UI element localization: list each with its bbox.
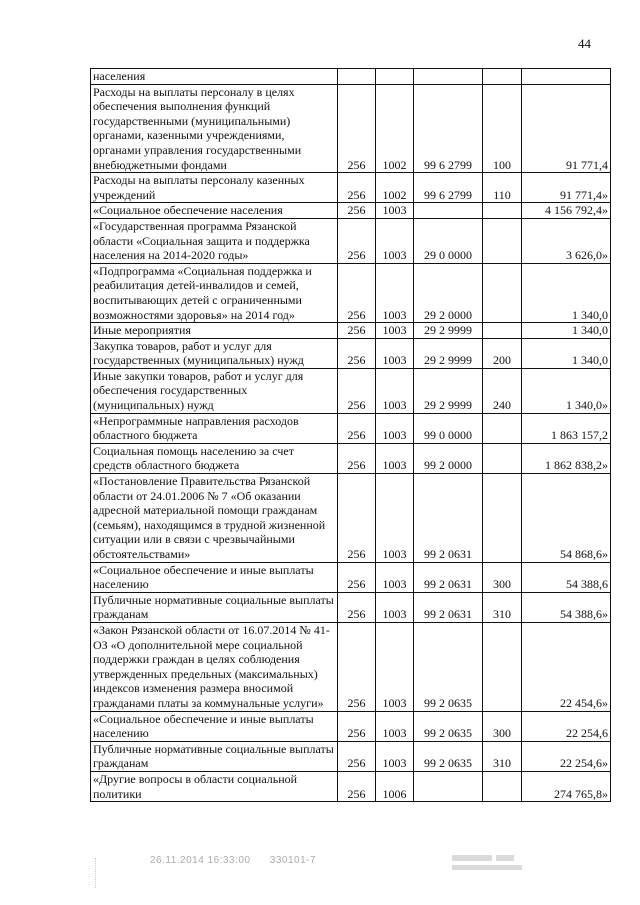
row-ved-cell: 256 bbox=[338, 622, 376, 711]
row-csr-cell: 99 2 0635 bbox=[414, 622, 483, 711]
row-ved-cell: 256 bbox=[338, 474, 376, 563]
row-csr-cell: 99 2 0000 bbox=[414, 443, 483, 473]
row-csr-cell bbox=[414, 69, 483, 85]
row-csr-cell bbox=[414, 771, 483, 801]
footer bbox=[150, 855, 332, 866]
row-csr-cell: 99 6 2799 bbox=[414, 173, 483, 203]
row-sum-cell: 91 771,4 bbox=[522, 84, 611, 173]
row-vr-cell: 100 bbox=[483, 84, 522, 173]
table-row bbox=[91, 413, 611, 443]
row-rz-cell: 1003 bbox=[376, 592, 414, 622]
table-row bbox=[91, 474, 611, 563]
row-rz-cell: 1003 bbox=[376, 474, 414, 563]
row-ved-cell: 256 bbox=[338, 592, 376, 622]
footer-doc-code: 330101-7 bbox=[269, 855, 317, 866]
row-ved-cell: 256 bbox=[338, 562, 376, 592]
row-ved-cell: 256 bbox=[338, 771, 376, 801]
row-csr-cell: 99 2 0631 bbox=[414, 592, 483, 622]
row-rz-cell: 1003 bbox=[376, 203, 414, 219]
row-ved-cell: 256 bbox=[338, 413, 376, 443]
row-vr-cell bbox=[483, 474, 522, 563]
row-vr-cell: 300 bbox=[483, 711, 522, 741]
table-row bbox=[91, 771, 611, 801]
row-name-cell: Публичные нормативные социальные выплаты гражданам bbox=[91, 592, 338, 622]
row-ved-cell: 256 bbox=[338, 338, 376, 368]
row-rz-cell: 1003 bbox=[376, 741, 414, 771]
footer-timestamp: 26.11.2014 16:33:00 bbox=[150, 855, 251, 866]
row-ved-cell: 256 bbox=[338, 84, 376, 173]
row-name-cell: «Социальное обеспечение и иные выплаты населению bbox=[91, 711, 338, 741]
row-sum-cell bbox=[522, 69, 611, 85]
row-ved-cell: 256 bbox=[338, 218, 376, 263]
table-row bbox=[91, 592, 611, 622]
row-name-cell: «Социальное обеспечение и иные выплаты населению bbox=[91, 562, 338, 592]
row-sum-cell: 1 340,0 bbox=[522, 263, 611, 322]
row-name-cell: Социальная помощь населению за счет средств областного бюджета bbox=[91, 443, 338, 473]
row-sum-cell: 3 626,0» bbox=[522, 218, 611, 263]
row-csr-cell: 99 2 0635 bbox=[414, 711, 483, 741]
row-name-cell: Иные мероприятия bbox=[91, 323, 338, 339]
row-csr-cell: 29 2 9999 bbox=[414, 323, 483, 339]
row-rz-cell: 1003 bbox=[376, 218, 414, 263]
scan-margin-mark bbox=[95, 858, 108, 888]
row-name-cell: «Закон Рязанской области от 16.07.2014 № 41-ОЗ «О дополнительной мере социальной поддержки граждан в целях соблюдения утвержденных предельных (максимальных) индексов изменения размера вносимой гражданами платы за коммунальные услуги» bbox=[91, 622, 338, 711]
table-row bbox=[91, 218, 611, 263]
row-rz-cell: 1003 bbox=[376, 562, 414, 592]
row-csr-cell: 99 6 2799 bbox=[414, 84, 483, 173]
row-csr-cell: 99 2 0635 bbox=[414, 741, 483, 771]
table-row bbox=[91, 741, 611, 771]
row-vr-cell: 310 bbox=[483, 592, 522, 622]
row-name-cell: «Постановление Правительства Рязанской области от 24.01.2006 № 7 «Об оказании адресной материальной помощи гражданам (семьям), находящимся в трудной жизненной ситуации или в связи с чрезвычайными обстоятельствами» bbox=[91, 474, 338, 563]
row-sum-cell: 54 388,6» bbox=[522, 592, 611, 622]
row-csr-cell: 29 2 0000 bbox=[414, 263, 483, 322]
budget-table-body bbox=[91, 69, 611, 802]
row-ved-cell: 256 bbox=[338, 443, 376, 473]
budget-table bbox=[90, 68, 611, 802]
table-row bbox=[91, 368, 611, 413]
row-vr-cell: 310 bbox=[483, 741, 522, 771]
table-row bbox=[91, 711, 611, 741]
row-rz-cell: 1002 bbox=[376, 173, 414, 203]
row-name-cell: «Социальное обеспечение населения bbox=[91, 203, 338, 219]
row-vr-cell bbox=[483, 413, 522, 443]
row-csr-cell: 99 2 0631 bbox=[414, 474, 483, 563]
row-rz-cell: 1003 bbox=[376, 338, 414, 368]
row-vr-cell bbox=[483, 69, 522, 85]
row-rz-cell: 1002 bbox=[376, 84, 414, 173]
row-vr-cell bbox=[483, 323, 522, 339]
row-sum-cell: 22 254,6 bbox=[522, 711, 611, 741]
row-rz-cell: 1003 bbox=[376, 323, 414, 339]
row-vr-cell: 300 bbox=[483, 562, 522, 592]
table-row bbox=[91, 338, 611, 368]
row-rz-cell bbox=[376, 69, 414, 85]
row-rz-cell: 1003 bbox=[376, 368, 414, 413]
row-ved-cell: 256 bbox=[338, 368, 376, 413]
table-row bbox=[91, 443, 611, 473]
row-name-cell: Расходы на выплаты персоналу казенных учреждений bbox=[91, 173, 338, 203]
row-name-cell: «Другие вопросы в области социальной политики bbox=[91, 771, 338, 801]
row-rz-cell: 1003 bbox=[376, 263, 414, 322]
row-sum-cell: 1 340,0» bbox=[522, 368, 611, 413]
row-name-cell: «Непрограммные направления расходов областного бюджета bbox=[91, 413, 338, 443]
row-name-cell: «Подпрограмма «Социальная поддержка и реабилитация детей-инвалидов и семей, воспитывающих детей с ограниченными возможностями здоровья» на 2014 год» bbox=[91, 263, 338, 322]
row-sum-cell: 4 156 792,4» bbox=[522, 203, 611, 219]
row-rz-cell: 1003 bbox=[376, 443, 414, 473]
row-sum-cell: 22 254,6» bbox=[522, 741, 611, 771]
row-vr-cell: 240 bbox=[483, 368, 522, 413]
table-row bbox=[91, 323, 611, 339]
row-ved-cell bbox=[338, 69, 376, 85]
row-csr-cell: 99 0 0000 bbox=[414, 413, 483, 443]
row-ved-cell: 256 bbox=[338, 323, 376, 339]
row-ved-cell: 256 bbox=[338, 203, 376, 219]
faint-stamp-mark bbox=[450, 852, 540, 874]
row-csr-cell: 99 2 0631 bbox=[414, 562, 483, 592]
row-ved-cell: 256 bbox=[338, 173, 376, 203]
row-name-cell: Расходы на выплаты персоналу в целях обеспечения выполнения функций государственными (муниципальными) органами, казенными учреждениями, органами управления государственными внебюджетными фондами bbox=[91, 84, 338, 173]
row-vr-cell: 110 bbox=[483, 173, 522, 203]
row-name-cell: «Государственная программа Рязанской области «Социальная защита и поддержка населения на 2014-2020 годы» bbox=[91, 218, 338, 263]
row-sum-cell: 54 388,6 bbox=[522, 562, 611, 592]
row-csr-cell bbox=[414, 203, 483, 219]
table-row bbox=[91, 263, 611, 322]
row-csr-cell: 29 2 9999 bbox=[414, 338, 483, 368]
row-ved-cell: 256 bbox=[338, 711, 376, 741]
row-ved-cell: 256 bbox=[338, 741, 376, 771]
row-sum-cell: 274 765,8» bbox=[522, 771, 611, 801]
table-row bbox=[91, 173, 611, 203]
row-rz-cell: 1003 bbox=[376, 413, 414, 443]
table-row bbox=[91, 622, 611, 711]
row-name-cell: Иные закупки товаров, работ и услуг для обеспечения государственных (муниципальных) нужд bbox=[91, 368, 338, 413]
table-row bbox=[91, 203, 611, 219]
row-sum-cell: 91 771,4» bbox=[522, 173, 611, 203]
table-row bbox=[91, 562, 611, 592]
row-sum-cell: 1 862 838,2» bbox=[522, 443, 611, 473]
row-vr-cell bbox=[483, 263, 522, 322]
row-vr-cell bbox=[483, 622, 522, 711]
row-name-cell: Публичные нормативные социальные выплаты гражданам bbox=[91, 741, 338, 771]
row-csr-cell: 29 0 0000 bbox=[414, 218, 483, 263]
row-name-cell: населения bbox=[91, 69, 338, 85]
row-vr-cell bbox=[483, 771, 522, 801]
table-row bbox=[91, 84, 611, 173]
row-sum-cell: 54 868,6» bbox=[522, 474, 611, 563]
page-number: 44 bbox=[578, 36, 591, 51]
row-vr-cell bbox=[483, 443, 522, 473]
row-sum-cell: 22 454,6» bbox=[522, 622, 611, 711]
row-vr-cell: 200 bbox=[483, 338, 522, 368]
row-vr-cell bbox=[483, 218, 522, 263]
row-ved-cell: 256 bbox=[338, 263, 376, 322]
row-sum-cell: 1 863 157,2 bbox=[522, 413, 611, 443]
table-row bbox=[91, 69, 611, 85]
row-rz-cell: 1003 bbox=[376, 711, 414, 741]
row-rz-cell: 1003 bbox=[376, 622, 414, 711]
row-sum-cell: 1 340,0 bbox=[522, 338, 611, 368]
row-rz-cell: 1006 bbox=[376, 771, 414, 801]
row-csr-cell: 29 2 9999 bbox=[414, 368, 483, 413]
row-vr-cell bbox=[483, 203, 522, 219]
row-sum-cell: 1 340,0 bbox=[522, 323, 611, 339]
row-name-cell: Закупка товаров, работ и услуг для государственных (муниципальных) нужд bbox=[91, 338, 338, 368]
